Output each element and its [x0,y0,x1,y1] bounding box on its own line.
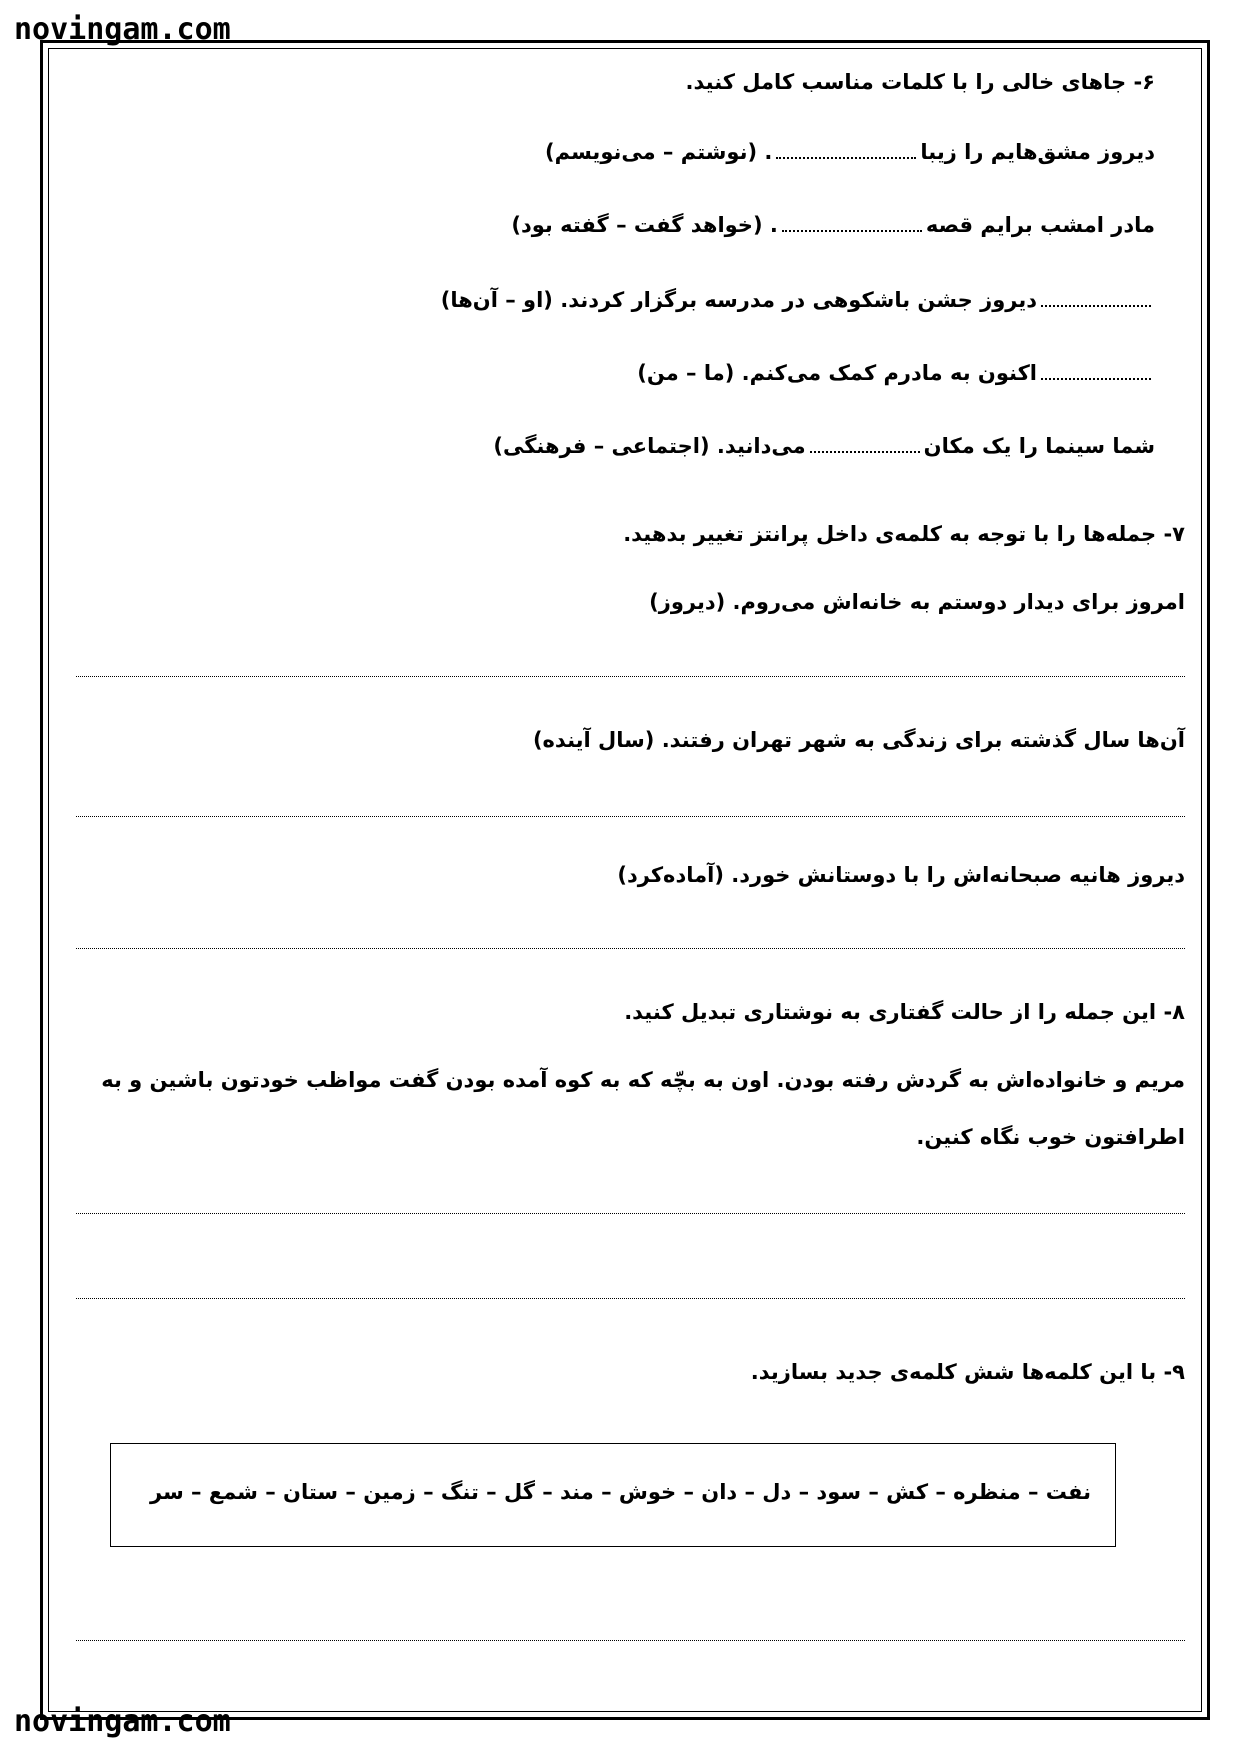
worksheet-content [60,48,1185,1698]
q7-item-3: دیروز هانیه صبحانه‌اش را با دوستانش خورد. (آماده‌کرد) [617,863,1185,887]
q8-sentence-line-2: اطرافتون خوب نگاه کنین. [916,1125,1185,1149]
q6-title: ۶- جاهای خالی را با کلمات مناسب کامل کنید. [685,70,1155,94]
answer-line[interactable] [76,676,1185,677]
q7-title: ۷- جمله‌ها را با توجه به کلمه‌ی داخل پرانتز تغییر بدهید. [623,522,1185,546]
q6-item-4 [637,361,1155,385]
blank-line[interactable] [1041,305,1151,307]
blank-line[interactable] [1041,378,1151,380]
q6-item-2-after: . (خواهد گفت – گفته بود) [511,213,778,237]
q6-item-5-before: شما سینما را یک مکان [923,434,1155,458]
answer-line[interactable] [76,1298,1185,1299]
q6-item-5-after: می‌دانید. (اجتماعی – فرهنگی) [493,434,806,458]
watermark-top: novingam.com [14,12,231,47]
q6-item-3-text: دیروز جشن باشکوهی در مدرسه برگزار کردند. (او – آن‌ها) [440,288,1037,312]
q8-sentence-line-1: مریم و خانواده‌اش به گردش رفته بودن. اون به بچّه که به کوه آمده بودن گفت مواظب خودتون باشین و به [101,1068,1185,1092]
answer-line[interactable] [76,948,1185,949]
q8-title: ۸- این جمله را از حالت گفتاری به نوشتاری تبدیل کنید. [624,1000,1185,1024]
word-bank: نفت – منظره – کش – سود – دل – دان – خوش – مند – گل – تنگ – زمین – ستان – شمع – سر [150,1480,1091,1504]
watermark-bottom: novingam.com [14,1704,231,1739]
q6-item-1-before: دیروز مشق‌هایم را زیبا [920,140,1155,164]
answer-line[interactable] [76,1213,1185,1214]
q9-title: ۹- با این کلمه‌ها شش کلمه‌ی جدید بسازید. [750,1360,1185,1384]
q6-item-5 [493,434,1155,458]
q7-item-2: آن‌ها سال گذشته برای زندگی به شهر تهران رفتند. (سال آینده) [532,728,1185,752]
word-bank-box [110,1443,1116,1547]
q6-item-1 [545,140,1155,164]
blank-line[interactable] [776,157,916,159]
q7-item-1: امروز برای دیدار دوستم به خانه‌اش می‌روم. (دیروز) [649,590,1185,614]
q6-item-2-before: مادر امشب برایم قصه [925,213,1155,237]
blank-line[interactable] [782,230,922,232]
q6-item-2 [511,213,1155,237]
q6-item-1-after: . (نوشتم – می‌نویسم) [545,140,773,164]
q6-item-3 [441,288,1155,312]
blank-line[interactable] [810,451,920,453]
answer-line[interactable] [76,816,1185,817]
q6-item-4-text: اکنون به مادرم کمک می‌کنم. (ما – من) [637,361,1037,385]
answer-line[interactable] [76,1640,1185,1641]
